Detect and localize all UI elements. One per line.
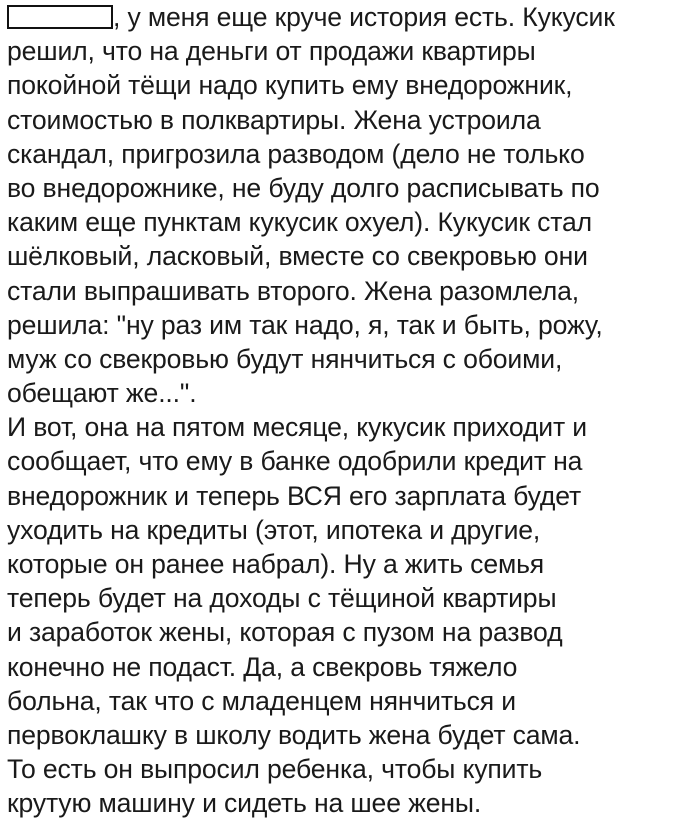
text-line-1 (7, 0, 697, 34)
text-line-19: и заработок жены, которая с пузом на развод (7, 617, 563, 648)
text-line-15: внедорожник и теперь ВСЯ его зарплата будет (7, 480, 582, 511)
text-line-8: шёлковый, ласковый, вместе со свекровью они (7, 241, 588, 272)
text-line-20: конечно не подаст. Да, а свекровь тяжело (7, 651, 518, 682)
text-line-10: решила: "ну раз им так надо, я, так и быть, рожу, (7, 309, 603, 340)
text-line-13: И вот, она на пятом месяце, кукусик приходит и (7, 412, 587, 443)
text-line-2: решил, что на деньги от продажи квартиры (7, 36, 536, 67)
text-line-24: крутую машину и сидеть на шее жены. (7, 788, 482, 819)
text-line-22: первоклашку в школу водить жена будет сама. (7, 719, 581, 750)
text-line-14: сообщает, что ему в банке одобрили кредит на (7, 446, 583, 477)
text-line-11: муж со свекровью будут нянчиться с обоими, (7, 343, 563, 374)
post-body (7, 0, 697, 821)
text-line-23: То есть он выпросил ребенка, чтобы купить (7, 754, 543, 785)
redacted-username-box (7, 5, 113, 29)
text-line-6: во внедорожнике, не буду долго расписывать по (7, 172, 600, 203)
text-line-4: стоимостью в полквартиры. Жена устроила (7, 104, 541, 135)
text-line-3: покойной тёщи надо купить ему внедорожник, (7, 70, 573, 101)
text-line-17: которые он ранее набрал). Ну а жить семья (7, 549, 545, 579)
text-line-21: больна, так что с младенцем нянчиться и (7, 685, 516, 716)
text-line-12: обещают же...". (7, 378, 197, 409)
text-line-1-content: , у меня еще круче история есть. Кукусик (113, 2, 615, 32)
text-line-16: уходить на кредиты (этот, ипотека и другие, (7, 514, 541, 545)
text-line-18: теперь будет на доходы с тёщиной квартиры (7, 583, 557, 614)
text-line-7: каким еще пунктам кукусик охуел). Кукусик стал (7, 207, 593, 238)
text-line-9: стали выпрашивать второго. Жена разомлела, (7, 275, 580, 306)
text-line-5: скандал, пригрозила разводом (дело не только (7, 138, 585, 169)
